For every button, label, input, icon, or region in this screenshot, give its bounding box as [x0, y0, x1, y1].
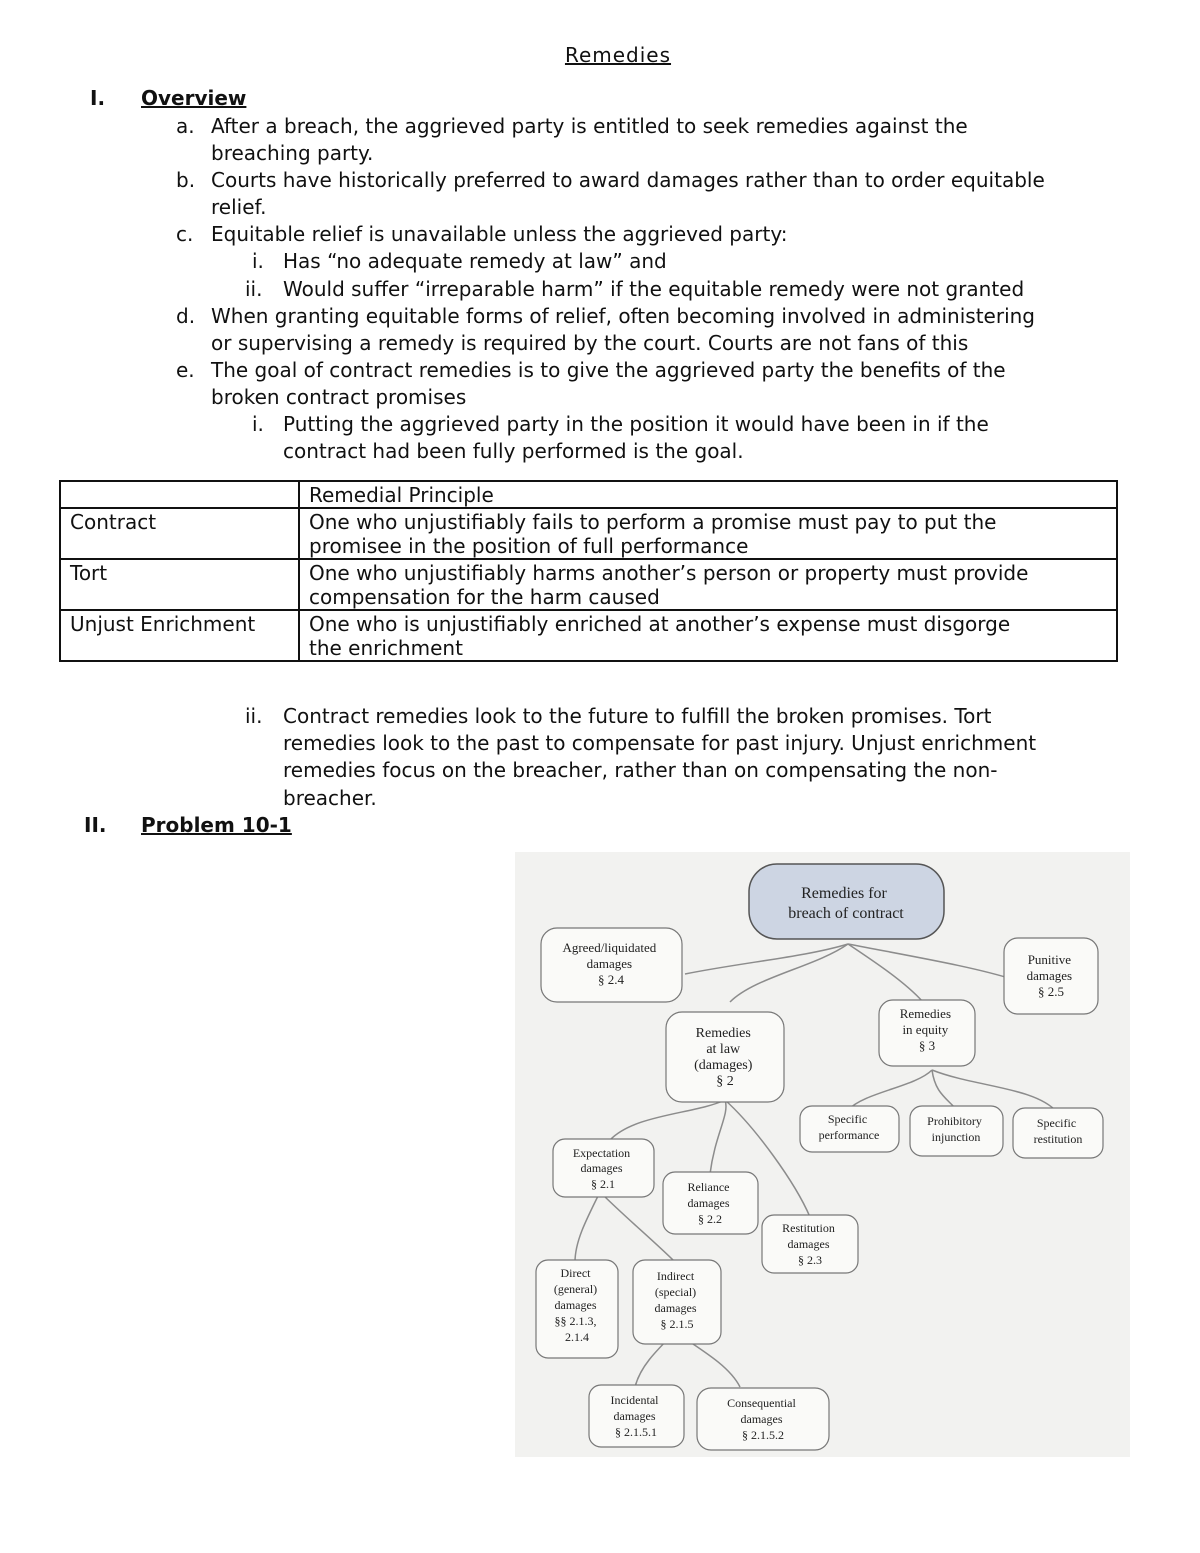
table-header-cell [60, 481, 299, 508]
principle-line: the enrichment [309, 636, 463, 660]
node-law-line: § 2 [716, 1074, 734, 1089]
principle-line: One who is unjustifiably enriched at another’s expense must disgorge [309, 612, 1011, 636]
node-punitive-line: Punitive [1027, 952, 1072, 967]
remedies-flowchart [515, 852, 1130, 1457]
list-item-text: Equitable relief is unavailable unless the aggrieved party: [211, 222, 788, 246]
list-item-text: remedies look to the past to compensate for past injury. Unjust enrichment [283, 731, 1037, 755]
node-restitution-line: damages [787, 1237, 830, 1251]
table-cell-remedy-type: Contract [60, 508, 299, 559]
node-expectation-line: § 2.1 [591, 1177, 615, 1191]
node-direct-line: (general) [553, 1282, 598, 1296]
node-reliance-line: Reliance [687, 1180, 730, 1194]
node-indirect-line: (special) [654, 1285, 697, 1299]
node-reliance-line: damages [687, 1196, 730, 1210]
node-root-line: Remedies for [801, 885, 887, 902]
table-header-cell: Remedial Principle [299, 481, 1117, 508]
node-specific-performance-line: Specific [827, 1112, 868, 1126]
list-marker: d. [176, 304, 196, 328]
section-heading-problem: Problem 10-1 [141, 813, 292, 837]
node-restitution-line: Restitution [782, 1221, 835, 1235]
list-marker: i. [252, 412, 264, 436]
table-cell-remedy-type: Tort [60, 559, 299, 610]
node-equity-line: Remedies [899, 1006, 952, 1021]
remedial-principle-table [59, 480, 1118, 662]
table-row [60, 610, 1117, 661]
node-agreed-line: Agreed/liquidated [562, 940, 657, 955]
section-numeral: I. [90, 86, 106, 110]
list-marker: b. [176, 168, 196, 192]
list-item-text: The goal of contract remedies is to give the aggrieved party the benefits of the [211, 358, 1006, 382]
node-direct-line: 2.1.4 [565, 1330, 589, 1344]
node-agreed-line: damages [586, 956, 633, 971]
node-direct-line: Direct [560, 1266, 591, 1280]
node-agreed-line: § 2.4 [598, 972, 624, 987]
list-item-text: contract had been fully performed is the goal. [283, 439, 744, 463]
list-marker: ii. [245, 277, 263, 301]
table-cell-principle [299, 508, 1117, 559]
node-expectation-line: Expectation [572, 1146, 631, 1160]
node-incidental-line: Incidental [610, 1393, 659, 1407]
list-item-text: Contract remedies look to the future to fulfill the broken promises. Tort [283, 704, 992, 728]
node-specific-restitution-line: Specific [1036, 1116, 1077, 1130]
node-consequential-line: damages [740, 1412, 783, 1426]
table-row [60, 508, 1117, 559]
list-item-text: Has “no adequate remedy at law” and [283, 249, 667, 273]
principle-line: One who unjustifiably fails to perform a promise must pay to put the [309, 510, 997, 534]
node-prohibitory-line: injunction [931, 1130, 981, 1144]
node-punitive-line: damages [1026, 968, 1073, 983]
table-cell-remedy-type: Unjust Enrichment [60, 610, 299, 661]
list-marker: ii. [245, 704, 263, 728]
node-direct-line: §§ 2.1.3, [554, 1314, 597, 1328]
node-prohibitory-line: Prohibitory [927, 1114, 982, 1128]
node-equity-line: in equity [902, 1022, 949, 1037]
list-marker: e. [176, 358, 195, 382]
node-specific-performance-line: performance [818, 1128, 880, 1142]
list-item-text: After a breach, the aggrieved party is entitled to seek remedies against the [211, 114, 968, 138]
list-item-text: When granting equitable forms of relief, often becoming involved in administering [211, 304, 1036, 328]
table-cell-principle [299, 559, 1117, 610]
list-item-text: Would suffer “irreparable harm” if the equitable remedy were not granted [283, 277, 1025, 301]
list-item-text: or supervising a remedy is required by the court. Courts are not fans of this [211, 331, 969, 355]
node-specific-restitution-line: restitution [1033, 1132, 1083, 1146]
node-indirect-line: § 2.1.5 [660, 1317, 694, 1331]
list-item-text: remedies focus on the breacher, rather than on compensating the non- [283, 758, 998, 782]
table-cell-principle [299, 610, 1117, 661]
principle-line: compensation for the harm caused [309, 585, 660, 609]
list-item-text: broken contract promises [211, 385, 467, 409]
section-heading-overview: Overview [141, 86, 247, 110]
node-indirect-line: damages [654, 1301, 697, 1315]
node-indirect-line: Indirect [656, 1269, 695, 1283]
principle-line: promisee in the position of full performance [309, 534, 749, 558]
node-equity-line: § 3 [918, 1038, 936, 1053]
node-law-line: (damages) [694, 1058, 753, 1073]
list-item-text: Putting the aggrieved party in the position it would have been in if the [283, 412, 989, 436]
node-consequential-line: § 2.1.5.2 [742, 1428, 784, 1442]
node-incidental-line: § 2.1.5.1 [615, 1425, 657, 1439]
list-marker: i. [252, 249, 264, 273]
list-item-text: Courts have historically preferred to award damages rather than to order equitable [211, 168, 1045, 192]
node-restitution-line: § 2.3 [798, 1253, 822, 1267]
node-punitive-line: § 2.5 [1038, 984, 1064, 999]
svg-text:Incidental damages § 2 [611, 1393, 662, 1439]
principle-line: One who unjustifiably harms another’s person or property must provide [309, 561, 1029, 585]
list-marker: c. [176, 222, 194, 246]
node-expectation-line: damages [580, 1161, 623, 1175]
list-item-text: breaching party. [211, 141, 374, 165]
table-header-row [60, 481, 1117, 508]
list-item-text: breacher. [283, 786, 377, 810]
section-numeral: II. [84, 813, 107, 837]
node-incidental-line: damages [613, 1409, 656, 1423]
table-row [60, 559, 1117, 610]
node-law-line: at law [706, 1042, 741, 1057]
list-item-text: relief. [211, 195, 267, 219]
node-reliance-line: § 2.2 [698, 1212, 722, 1226]
node-law-line: Remedies [695, 1026, 751, 1041]
node-root-line: breach of contract [788, 905, 904, 922]
node-direct-line: damages [554, 1298, 597, 1312]
node-consequential-line: Consequential [727, 1396, 796, 1410]
list-marker: a. [176, 114, 195, 138]
page-title: Remedies [564, 43, 672, 67]
